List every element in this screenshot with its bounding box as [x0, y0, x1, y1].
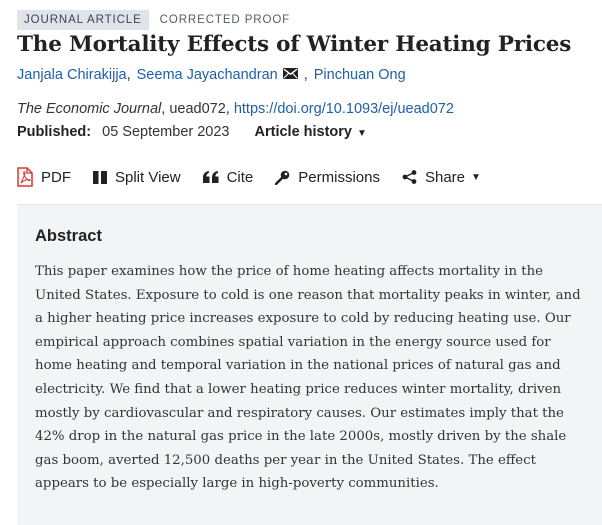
abstract-line: This paper examines how the price of home heating affects mortality in the	[35, 264, 544, 279]
journal-name: The Economic Journal	[17, 101, 162, 117]
abstract-line: 42% drop in the natural gas price in the late 2000s, mostly driven by the shale	[35, 429, 567, 445]
share-button[interactable]	[402, 169, 481, 186]
article-id: , uead072,	[161, 101, 234, 117]
quote-icon	[203, 171, 219, 183]
article-title: The Mortality Effects of Winter Heating Prices	[17, 32, 572, 57]
article-toolbar	[17, 164, 503, 190]
article-badges	[17, 10, 290, 30]
abstract-text	[35, 260, 581, 496]
abstract-line: a higher heating price increases exposure to cold by reducing heating use. Our	[35, 311, 571, 327]
permissions-button[interactable]	[275, 169, 380, 186]
cite-label: Cite	[226, 168, 254, 186]
abstract-line: electricity. We find that a lower heating price reduces winter mortality, driven	[35, 381, 562, 397]
author-separator: ,	[126, 67, 131, 83]
permissions-label: Permissions	[298, 168, 380, 186]
key-icon	[275, 170, 290, 185]
split-view-icon	[93, 171, 107, 184]
pdf-button[interactable]	[17, 167, 71, 187]
abstract-line: United States. Exposure to cold is one reason that mortality peaks in winter, and	[35, 287, 581, 303]
abstract-heading: Abstract	[35, 227, 102, 245]
share-icon	[402, 170, 417, 184]
article-type-badge: JOURNAL ARTICLE	[17, 10, 149, 30]
envelope-icon[interactable]	[283, 67, 298, 83]
published-label: Published:	[17, 124, 92, 140]
split-view-label: Split View	[115, 168, 181, 186]
caret-down-icon: ▼	[357, 128, 367, 139]
author-link-1[interactable]: Janjala Chirakijja	[17, 67, 127, 83]
published-date: 05 September 2023	[102, 124, 230, 140]
abstract-section	[17, 204, 602, 525]
abstract-line: appears to be especially large in high-poverty communities.	[35, 476, 439, 492]
pdf-icon	[17, 167, 33, 187]
abstract-line: mostly by cardiovascular and respiratory causes. Our estimates imply that the	[35, 405, 564, 421]
article-history-label: Article history	[254, 124, 352, 140]
caret-down-icon: ▼	[471, 171, 481, 183]
split-view-button[interactable]	[93, 169, 181, 186]
publication-info	[17, 124, 367, 140]
pdf-label: PDF	[41, 168, 71, 186]
article-history-button[interactable]	[255, 124, 367, 140]
abstract-line: gas boom, averted 12,500 deaths per year in the United States. The effect	[35, 452, 536, 468]
doi-link[interactable]: https://doi.org/10.1093/ej/uead072	[233, 101, 454, 117]
abstract-line: empirical approach combines spatial variation in the energy source used for	[35, 334, 551, 350]
author-link-3[interactable]: Pinchuan Ong	[313, 67, 406, 83]
abstract-line: home heating and temporal variation in the national prices of natural gas and	[35, 358, 561, 374]
author-separator: ,	[303, 67, 308, 83]
citation-line	[17, 101, 454, 117]
cite-button[interactable]	[203, 169, 254, 186]
status-badge: CORRECTED PROOF	[159, 14, 291, 26]
author-link-2[interactable]: Seema Jayachandran	[136, 67, 278, 83]
share-label: Share	[424, 168, 465, 186]
author-list	[17, 67, 406, 83]
